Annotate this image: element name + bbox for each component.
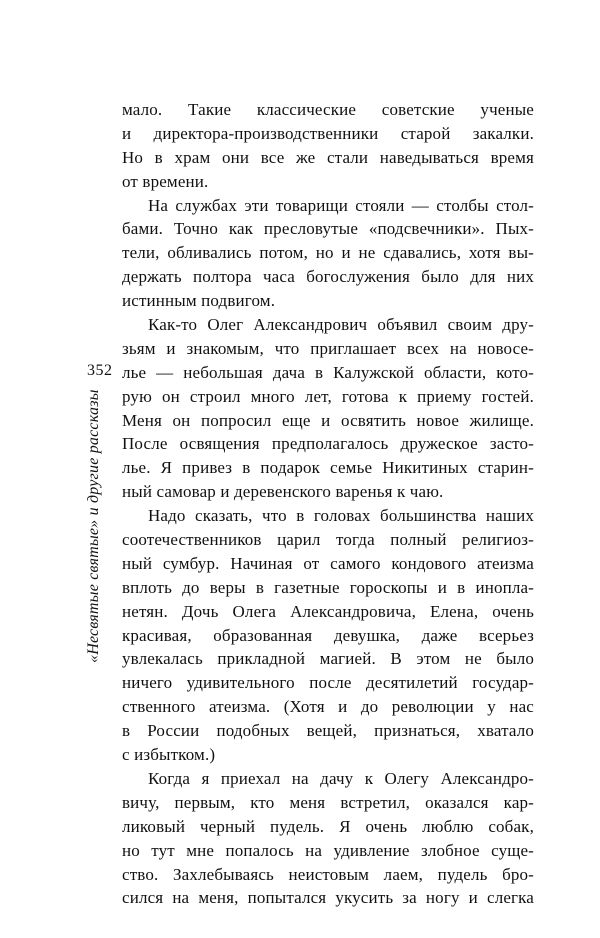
paragraph — [122, 767, 534, 910]
text-line: увлекалась прикладной магией. В этом не было — [122, 649, 534, 669]
text-line: ный самовар и деревенского варенья к чаю. — [122, 482, 444, 502]
text-line: Меня он попросил еще и освятить новое жилище. — [122, 410, 534, 430]
text-line: ный сумбур. Начиная от самого кондового атеизма — [122, 553, 534, 573]
text-line: красивая, образованная девушка, даже всерьез — [122, 625, 534, 645]
text-line: соотечественников царил тогда полный религиоз- — [122, 530, 534, 550]
text-line: После освящения предполагалось дружеское засто- — [122, 434, 534, 454]
text-line: ственного атеизма. (Хотя и до революции у нас — [122, 697, 534, 717]
text-line: вплоть до веры в газетные гороскопы и в инопла- — [122, 577, 534, 597]
text-line: но тут мне попалось на удивление злобное суще- — [122, 840, 534, 860]
text-line: Когда я приехал на дачу к Олегу Александро- — [148, 768, 534, 788]
paragraph — [122, 504, 534, 767]
text-line: мало. Такие классические советские ученые — [122, 100, 534, 119]
text-line: ликовый черный пудель. Я очень люблю собак, — [122, 816, 534, 836]
text-line: зьям и знакомым, что приглашает всех на новосе- — [122, 338, 534, 358]
text-line: нетян. Дочь Олега Александровича, Елена, очень — [122, 601, 534, 621]
text-line: держать полтора часа богослужения было для них — [122, 267, 534, 287]
text-line: Надо сказать, что в головах большинства наших — [148, 506, 534, 526]
running-title: «Несвятые святые» и другие рассказы — [85, 389, 102, 663]
paragraph — [122, 313, 534, 504]
text-line: тели, обливались потом, но и не сдавались, хотя вы- — [122, 243, 534, 263]
text-line: ство. Захлебываясь неистовым лаем, пудель бро- — [122, 864, 534, 884]
text-line: бами. Точно как пресловутые «подсвечники». Пых- — [122, 219, 534, 239]
text-line: вичу, первым, кто меня встретил, оказался кар- — [122, 792, 534, 812]
body-text — [122, 98, 534, 910]
paragraph — [122, 98, 534, 194]
text-line: лье — небольшая дача в Калужской области, кото- — [122, 362, 534, 382]
text-line: ничего удивительного после десятилетий государ- — [122, 673, 534, 693]
paragraph — [122, 194, 534, 313]
text-line: рую он строил много лет, готова к приему гостей. — [122, 386, 534, 406]
text-line: в России подобных вещей, признаться, хватало — [122, 721, 534, 741]
text-line: от времени. — [122, 171, 209, 191]
text-line: с избытком.) — [122, 745, 216, 765]
text-line: лье. Я привез в подарок семье Никитиных старин- — [122, 458, 534, 478]
text-line: истинным подвигом. — [122, 291, 276, 311]
text-line: Но в храм они все же стали наведываться время — [122, 147, 534, 167]
page-number: 352 — [87, 362, 113, 379]
text-line: Как-то Олег Александрович объявил своим дру- — [148, 315, 534, 335]
text-line: сился на меня, попытался укусить за ногу и слегка — [122, 888, 534, 908]
text-line: и директора-производственники старой закалки. — [122, 123, 534, 143]
text-line: На службах эти товарищи стояли — столбы стол- — [148, 195, 534, 215]
